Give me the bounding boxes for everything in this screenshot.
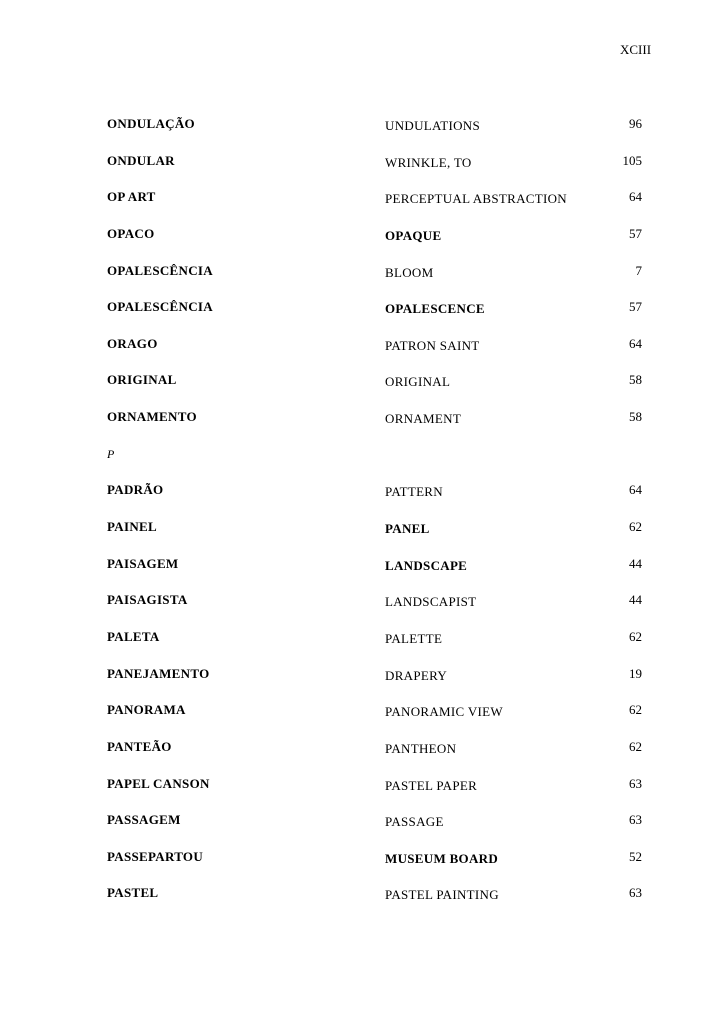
english-term: UNDULATIONS (385, 118, 481, 133)
glossary-row (107, 224, 667, 261)
portuguese-term: PASSAGEM (107, 812, 181, 828)
page-reference: 105 (622, 152, 642, 168)
english-term: ORNAMENT (385, 411, 462, 427)
glossary-row (107, 554, 667, 591)
english-term: PANEL (385, 521, 430, 537)
portuguese-term: PAISAGISTA (107, 592, 188, 608)
english-term: PASTEL PAINTING (385, 887, 499, 903)
portuguese-term: OPALESCÊNCIA (107, 299, 213, 315)
english-term: PERCEPTUAL ABSTRACTION (385, 191, 567, 207)
glossary-row (107, 480, 667, 517)
english-term: PATRON SAINT (385, 337, 480, 353)
page-reference: 57 (629, 225, 642, 241)
english-term: OPAQUE (385, 227, 442, 243)
page-reference: 64 (629, 482, 642, 498)
glossary-table (107, 114, 667, 920)
section-row (107, 444, 667, 481)
glossary-row (107, 187, 667, 224)
page-reference: 63 (629, 812, 642, 828)
page-reference: 57 (629, 299, 642, 315)
portuguese-term: PADRÃO (107, 482, 164, 498)
page-number: XCIII (620, 42, 652, 57)
english-term: LANDSCAPE (385, 557, 468, 573)
section-letter: P (107, 446, 115, 461)
portuguese-term: OPALESCÊNCIA (107, 262, 213, 278)
page-reference: 58 (629, 372, 642, 388)
page-reference: 44 (629, 592, 642, 608)
portuguese-term: PAISAGEM (107, 555, 179, 571)
english-term: LANDSCAPIST (385, 594, 477, 610)
glossary-row (107, 407, 667, 444)
page-reference: 58 (629, 409, 642, 425)
page-reference: 64 (629, 189, 642, 205)
english-term: PATTERN (385, 484, 443, 500)
english-term: PASTEL PAPER (385, 777, 478, 793)
page-reference: 96 (629, 116, 642, 131)
portuguese-term: PASTEL (107, 885, 159, 901)
page-reference: 52 (629, 848, 642, 864)
glossary-row (107, 370, 667, 407)
page-reference: 62 (629, 702, 642, 718)
portuguese-term: ORIGINAL (107, 372, 177, 388)
portuguese-term: PALETA (107, 628, 160, 644)
portuguese-term: ORAGO (107, 335, 158, 351)
page-reference: 63 (629, 885, 642, 901)
glossary-row (107, 847, 667, 884)
english-term: PASSAGE (385, 814, 444, 830)
page-reference: 19 (629, 665, 642, 681)
glossary-row (107, 810, 667, 847)
english-term: OPALESCENCE (385, 301, 485, 317)
portuguese-term: PASSEPARTOU (107, 848, 204, 864)
glossary-row (107, 114, 667, 151)
glossary-row (107, 737, 667, 774)
portuguese-term: ONDULAÇÃO (107, 116, 195, 131)
portuguese-term: ONDULAR (107, 152, 175, 168)
glossary-row (107, 517, 667, 554)
page-reference: 44 (629, 555, 642, 571)
english-term: MUSEUM BOARD (385, 850, 499, 866)
glossary-row (107, 774, 667, 811)
glossary-row (107, 297, 667, 334)
glossary-row (107, 590, 667, 627)
page-reference: 63 (629, 775, 642, 791)
glossary-row (107, 883, 667, 920)
portuguese-term: ORNAMENTO (107, 409, 197, 425)
english-term: PANTHEON (385, 740, 457, 756)
portuguese-term: PANORAMA (107, 702, 186, 718)
glossary-row (107, 261, 667, 298)
glossary-row (107, 627, 667, 664)
glossary-row (107, 334, 667, 371)
glossary-row (107, 664, 667, 701)
page-reference: 62 (629, 519, 642, 535)
page-reference: 62 (629, 628, 642, 644)
portuguese-term: OPACO (107, 225, 155, 241)
page-reference: 7 (635, 262, 642, 278)
portuguese-term: PAPEL CANSON (107, 775, 210, 791)
portuguese-term: OP ART (107, 189, 156, 205)
glossary-row (107, 151, 667, 188)
portuguese-term: PANTEÃO (107, 738, 172, 754)
portuguese-term: PANEJAMENTO (107, 665, 210, 681)
english-term: ORIGINAL (385, 374, 451, 390)
english-term: BLOOM (385, 264, 434, 280)
page-reference: 62 (629, 738, 642, 754)
english-term: DRAPERY (385, 667, 448, 683)
english-term: PALETTE (385, 630, 443, 646)
english-term: PANORAMIC VIEW (385, 704, 503, 720)
english-term: WRINKLE, TO (385, 154, 472, 170)
glossary-row (107, 700, 667, 737)
page-reference: 64 (629, 335, 642, 351)
portuguese-term: PAINEL (107, 519, 157, 535)
